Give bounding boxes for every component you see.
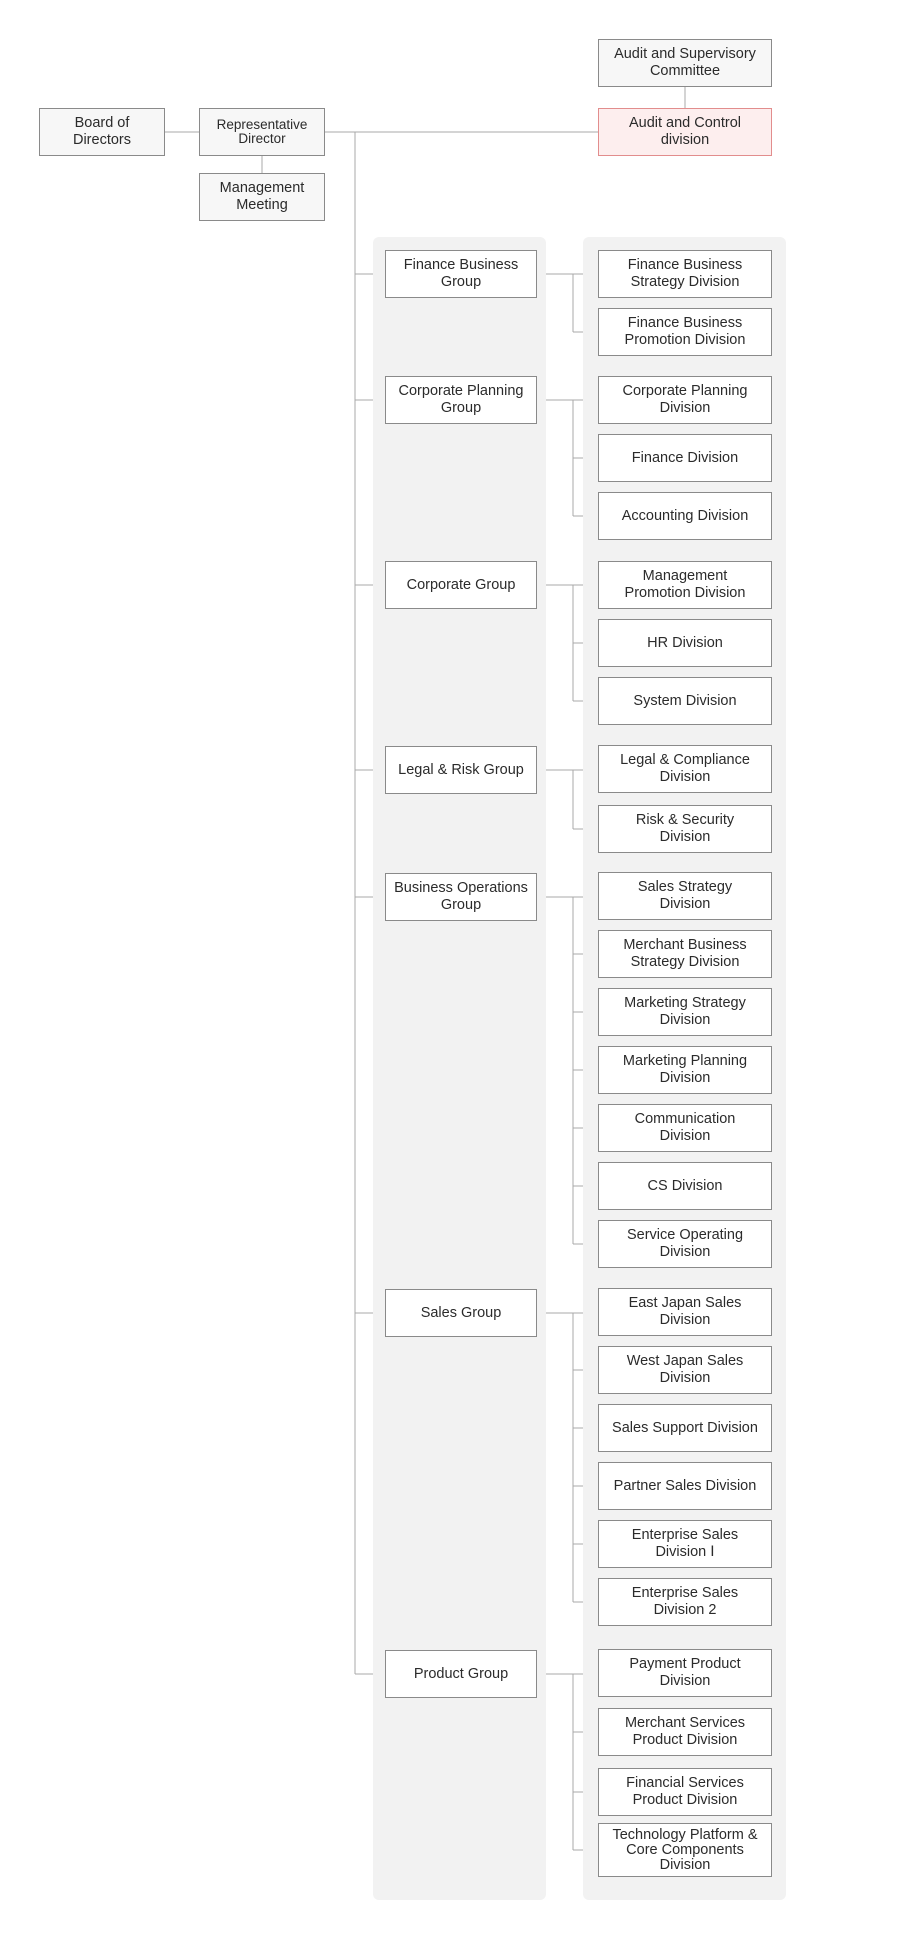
group-box: Product Group [385, 1650, 537, 1698]
audit-supervisory-committee: Audit and Supervisory Committee [598, 39, 772, 87]
representative-director: Representative Director [199, 108, 325, 156]
group-box: Corporate Group [385, 561, 537, 609]
division-box: Corporate Planning Division [598, 376, 772, 424]
audit-control-division: Audit and Control division [598, 108, 772, 156]
group-box: Business Operations Group [385, 873, 537, 921]
division-box: Sales Strategy Division [598, 872, 772, 920]
division-box: Partner Sales Division [598, 1462, 772, 1510]
division-box: Enterprise Sales Division 2 [598, 1578, 772, 1626]
division-box: Merchant Services Product Division [598, 1708, 772, 1756]
group-box: Finance Business Group [385, 250, 537, 298]
division-box: Management Promotion Division [598, 561, 772, 609]
board-of-directors: Board of Directors [39, 108, 165, 156]
division-box: Finance Business Strategy Division [598, 250, 772, 298]
division-box: Financial Services Product Division [598, 1768, 772, 1816]
division-box: East Japan Sales Division [598, 1288, 772, 1336]
division-box: HR Division [598, 619, 772, 667]
group-box: Corporate Planning Group [385, 376, 537, 424]
division-box: Finance Division [598, 434, 772, 482]
division-box: Technology Platform & Core Components Division [598, 1823, 772, 1877]
group-box: Sales Group [385, 1289, 537, 1337]
management-meeting: Management Meeting [199, 173, 325, 221]
division-box: Marketing Planning Division [598, 1046, 772, 1094]
division-box: System Division [598, 677, 772, 725]
division-box: Service Operating Division [598, 1220, 772, 1268]
division-box: Sales Support Division [598, 1404, 772, 1452]
group-box: Legal & Risk Group [385, 746, 537, 794]
division-box: Marketing Strategy Division [598, 988, 772, 1036]
division-box: Merchant Business Strategy Division [598, 930, 772, 978]
division-box: Accounting Division [598, 492, 772, 540]
division-box: Finance Business Promotion Division [598, 308, 772, 356]
division-box: West Japan Sales Division [598, 1346, 772, 1394]
division-box: Legal & Compliance Division [598, 745, 772, 793]
division-box: Risk & Security Division [598, 805, 772, 853]
division-box: Communication Division [598, 1104, 772, 1152]
division-box: CS Division [598, 1162, 772, 1210]
division-box: Payment Product Division [598, 1649, 772, 1697]
division-box: Enterprise Sales Division Ⅰ [598, 1520, 772, 1568]
